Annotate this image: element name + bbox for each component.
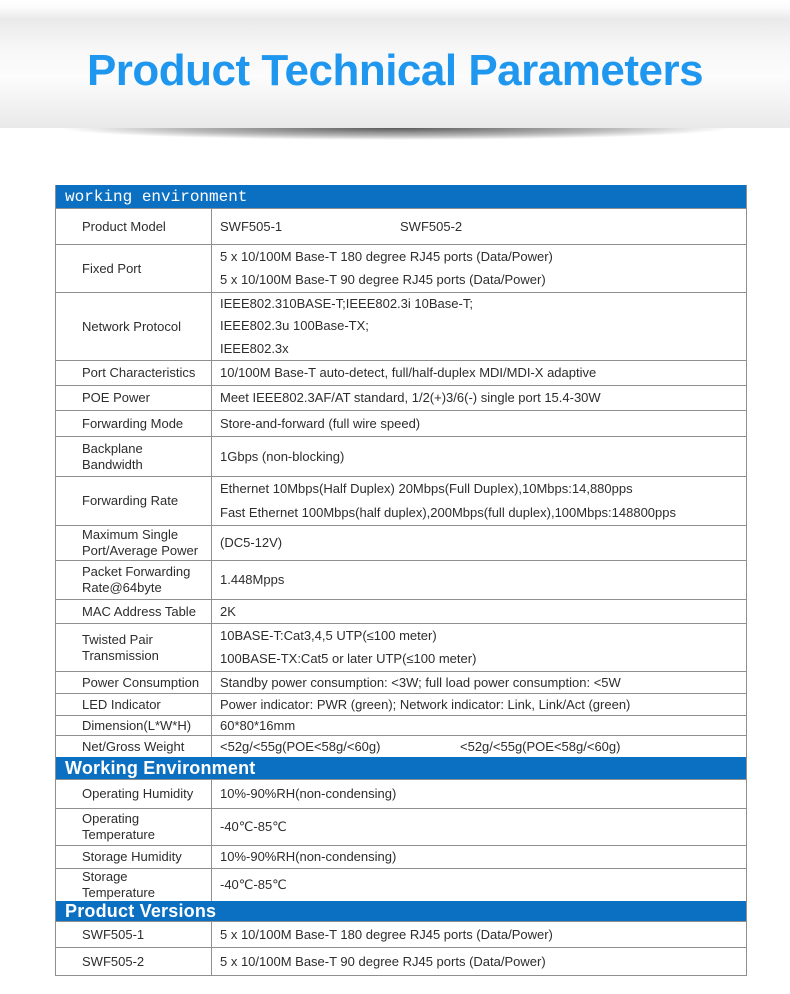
spec-value: Meet IEEE802.3AF/AT standard, 1/2(+)3/6(-) single port 15.4-30W (211, 386, 746, 410)
spec-label: Forwarding Mode (82, 415, 184, 431)
spec-label: Power Consumption (82, 674, 200, 690)
spec-value: 60*80*16mm (211, 716, 746, 735)
row-twisted-pair-transmission (56, 623, 746, 671)
spec-label: Backplane Bandwidth (82, 440, 143, 472)
spec-label: Operating Humidity (82, 786, 194, 801)
row-fixed-port (56, 244, 746, 292)
row-version-swf505-1 (56, 921, 746, 947)
spec-label: Operating Temperature (82, 811, 155, 842)
spec-value-col1: <52g/<55g(POE<58g/<60g) (220, 738, 381, 754)
row-storage-temperature (56, 868, 746, 901)
spec-value: 2K (211, 600, 746, 623)
row-forwarding-mode (56, 410, 746, 436)
spec-value: Standby power consumption: <3W; full load power consumption: <5W (211, 672, 746, 693)
spec-value: 5 x 10/100M Base-T 90 degree RJ45 ports (Data/Power) (211, 948, 746, 975)
row-operating-temperature (56, 808, 746, 845)
spec-value: 10/100M Base-T auto-detect, full/half-duplex MDI/MDI-X adaptive (211, 361, 746, 385)
spec-value: -40℃-85℃ (211, 809, 746, 845)
page-title: Product Technical Parameters (86, 46, 704, 95)
row-power-consumption (56, 671, 746, 693)
spec-value: 5 x 10/100M Base-T 180 degree RJ45 ports (Data/Power) 5 x 10/100M Base-T 90 degree RJ45 ports (Data/Power) (211, 245, 746, 292)
spec-label: Product Model (82, 218, 166, 234)
spec-value: Power indicator: PWR (green); Network indicator: Link, Link/Act (green) (211, 694, 746, 715)
row-dimension (56, 715, 746, 735)
spec-table (55, 185, 747, 976)
spec-value-col2: <52g/<55g(POE<58g/<60g) (460, 738, 621, 754)
row-network-protocol (56, 292, 746, 360)
spec-label: MAC Address Table (82, 603, 196, 619)
row-packet-forwarding-rate (56, 560, 746, 599)
spec-label: SWF505-2 (82, 953, 145, 969)
row-forwarding-rate (56, 476, 746, 525)
spec-label: POE Power (82, 390, 150, 405)
spec-label: Network Protocol (82, 318, 181, 334)
row-storage-humidity (56, 845, 746, 868)
row-led-indicator (56, 693, 746, 715)
spec-value-col1: SWF505-1 (220, 218, 283, 234)
spec-label: Twisted Pair Transmission (82, 631, 159, 663)
section-header-product-versions: Product Versions (56, 901, 746, 921)
spec-value (211, 736, 746, 757)
hero-shadow (0, 128, 790, 143)
spec-value (211, 209, 746, 244)
spec-label: LED Indicator (82, 696, 161, 712)
spec-value: Store-and-forward (full wire speed) (211, 411, 746, 436)
row-version-swf505-2 (56, 947, 746, 975)
spec-value: -40℃-85℃ (211, 869, 746, 901)
row-mac-address-table (56, 599, 746, 623)
row-poe-power (56, 385, 746, 410)
spec-label: Dimension(L*W*H) (82, 717, 192, 733)
spec-label: Port Characteristics (82, 365, 196, 380)
row-product-model (56, 208, 746, 244)
spec-label: Packet Forwarding Rate@64byte (82, 564, 191, 595)
section-header-working-environment-specs: working environment (56, 185, 746, 208)
section-header-working-environment: Working Environment (56, 757, 746, 779)
spec-value: 5 x 10/100M Base-T 180 degree RJ45 ports (Data/Power) (211, 922, 746, 947)
spec-label: Storage Temperature (82, 869, 155, 900)
spec-label: SWF505-1 (82, 926, 145, 942)
spec-value: (DC5-12V) (211, 526, 746, 560)
spec-value: 10%-90%RH(non-condensing) (211, 780, 746, 808)
spec-value-col2: SWF505-2 (400, 218, 463, 234)
row-backplane-bandwidth (56, 436, 746, 476)
spec-label: Fixed Port (82, 260, 142, 276)
spec-value: 10%-90%RH(non-condensing) (211, 846, 746, 868)
spec-value: 10BASE-T:Cat3,4,5 UTP(≤100 meter) 100BASE-TX:Cat5 or later UTP(≤100 meter) (211, 624, 746, 671)
spec-value: 1Gbps (non-blocking) (211, 437, 746, 476)
spec-value: 1.448Mpps (211, 561, 746, 599)
spec-label: Forwarding Rate (82, 493, 179, 508)
spec-label: Storage Humidity (82, 849, 182, 864)
row-operating-humidity (56, 779, 746, 808)
spec-label: Net/Gross Weight (82, 738, 185, 754)
row-port-characteristics (56, 360, 746, 385)
row-net-gross-weight (56, 735, 746, 757)
spec-label: Maximum Single Port/Average Power (82, 527, 199, 558)
spec-value: Ethernet 10Mbps(Half Duplex) 20Mbps(Full Duplex),10Mbps:14,880pps Fast Ethernet 100Mbps(half duplex),200Mbps(full duplex),100Mbps:148800pps (211, 477, 746, 525)
spec-value: IEEE802.310BASE-T;IEEE802.3i 10Base-T; IEEE802.3u 100Base-TX; IEEE802.3x (211, 293, 746, 360)
hero-banner (0, 0, 790, 128)
row-maximum-single-port-average-power (56, 525, 746, 560)
